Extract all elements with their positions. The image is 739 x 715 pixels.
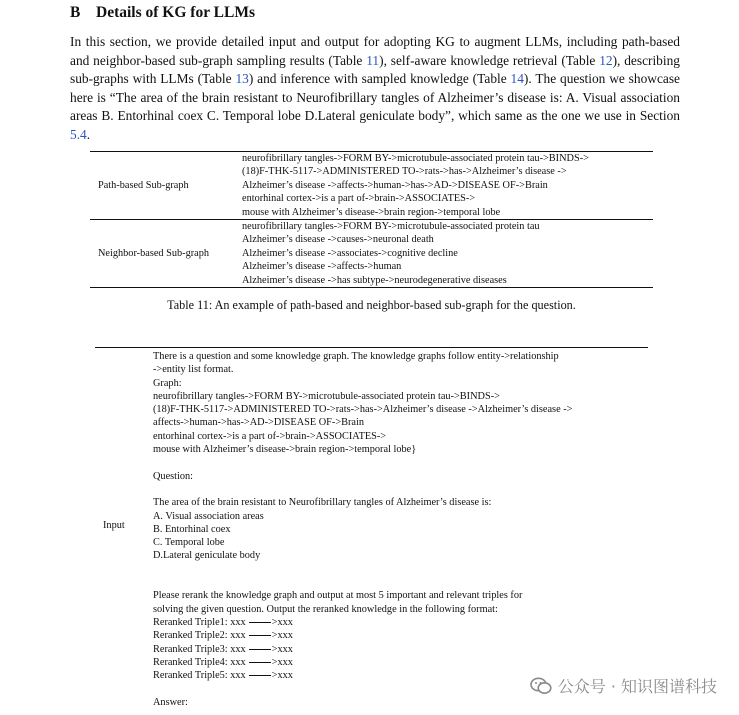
prompt-line: Question:: [153, 470, 194, 482]
prompt-line: [153, 682, 572, 695]
prompt-line: C. Temporal lobe: [153, 537, 225, 549]
section-heading: [70, 4, 255, 22]
prompt-line: affects->human->has->AD->DISEASE OF->Brain: [153, 417, 365, 429]
arrow-line-icon: [249, 622, 271, 623]
prompt-line: [153, 483, 572, 496]
table-ref-link[interactable]: 14: [510, 71, 524, 87]
section-number: B: [70, 4, 81, 21]
watermark: [530, 674, 717, 697]
table-11: [90, 151, 653, 288]
intro-paragraph: [70, 33, 680, 145]
prompt-line: D.Lateral geniculate body: [153, 550, 261, 562]
prompt-line: ->entity list format.: [153, 364, 234, 376]
prompt-line: B. Entorhinal coex: [153, 523, 231, 535]
prompt-line: entorhinal cortex->is a part of->brain->ASSOCIATES->: [153, 430, 387, 442]
triple-line: Reranked Triple4: xxx >xxx: [153, 656, 293, 668]
arrow-line-icon: [249, 649, 271, 650]
prompt-line: neurofibrillary tangles->FORM BY->microtubule-associated protein tau->BINDS->: [153, 390, 500, 402]
section-title: Details of KG for LLMs: [96, 4, 256, 21]
path-line: Alzheimer’s disease ->affects->human->has->AD->DISEASE OF->Brain: [242, 179, 548, 191]
neighbor-line: Alzheimer’s disease ->causes->neuronal death: [242, 234, 434, 246]
neighbor-line: Alzheimer’s disease ->has subtype->neurodegenerative diseases: [242, 274, 507, 286]
intro-text: ), self-aware knowledge retrieval (Table: [379, 52, 600, 68]
intro-text: ), describing sub-graphs with LLMs (Table: [70, 52, 680, 87]
prompt-line: Graph:: [153, 377, 182, 389]
answer-line: Answer:: [153, 696, 188, 708]
section-ref-link[interactable]: 5.4: [70, 126, 87, 142]
intro-text: ) and inference with sampled knowledge (Table: [248, 71, 511, 87]
table-ref-link[interactable]: 11: [366, 52, 380, 68]
arrow-line-icon: [249, 662, 271, 663]
prompt-line: [153, 576, 572, 589]
path-line: entorhinal cortex->is a part of->brain->ASSOCIATES->: [242, 193, 476, 205]
intro-text: .: [86, 126, 91, 142]
prompt-line: solving the given question. Output the reranked knowledge in the following format:: [153, 603, 498, 615]
table-ref-link[interactable]: 13: [235, 71, 249, 87]
prompt-body: [153, 350, 572, 709]
wechat-icon: [530, 677, 552, 695]
prompt-line: The area of the brain resistant to Neurofibrillary tangles of Alzheimer’s disease is:: [153, 497, 492, 509]
neighbor-cell: [242, 220, 653, 287]
triple-line: Reranked Triple2: xxx >xxx: [153, 630, 293, 642]
triple-line: Reranked Triple5: xxx >xxx: [153, 670, 293, 682]
arrow-line-icon: [249, 635, 271, 636]
table-ref-link[interactable]: 12: [599, 52, 613, 68]
path-row: [90, 152, 653, 219]
triple-line: Reranked Triple1: xxx >xxx: [153, 616, 293, 628]
neighbor-label: Neighbor-based Sub-graph: [98, 247, 210, 259]
prompt-line: Please rerank the knowledge graph and output at most 5 important and relevant triples for: [153, 590, 523, 602]
prompt-line: (18)F-THK-5117->ADMINISTERED TO->rats->has->Alzheimer’s disease ->Alzheimer’s disease ->: [153, 404, 573, 416]
watermark-text: 公众号 · 知识图谱科技: [557, 677, 717, 696]
neighbor-line: Alzheimer’s disease ->associates->cognitive decline: [242, 247, 458, 259]
neighbor-line: Alzheimer’s disease ->affects->human: [242, 261, 402, 273]
table-11-caption: Table 11: An example of path-based and neighbor-based sub-graph for the question.: [167, 298, 576, 312]
neighbor-row: [90, 219, 653, 287]
prompt-line: [153, 456, 572, 469]
prompt-line: mouse with Alzheimer’s disease->brain region->temporal lobe}: [153, 444, 417, 456]
path-line: mouse with Alzheimer’s disease->brain region->temporal lobe: [242, 206, 501, 218]
neighbor-line: neurofibrillary tangles->FORM BY->microtubule-associated protein tau: [242, 221, 540, 233]
prompt-line: There is a question and some knowledge graph. The knowledge graphs follow entity->relationship: [153, 351, 559, 362]
triple-line: Reranked Triple3: xxx >xxx: [153, 643, 293, 655]
intro-text: In this section, we provide detailed input and output for adopting KG to augment LLMs, including path-based and neighbor-based sub-graph sampling results (Table: [70, 34, 680, 68]
input-label: Input: [103, 520, 125, 531]
intro-text: ). The question we showcase here is “The area of the brain resistant to Neurofibrillary tangles of Alzheimer’s disease is: A. Visual association areas B. Entorhinal coex C. Temporal lobe D.Lateral geniculate body”, which same as the one we use in Section: [70, 71, 680, 124]
path-line: (18)F-THK-5117->ADMINISTERED TO->rats->has->Alzheimer’s disease ->: [242, 166, 567, 178]
prompt-line: [153, 563, 572, 576]
path-label: Path-based Sub-graph: [98, 179, 189, 191]
prompt-line: A. Visual association areas: [153, 510, 264, 522]
path-cell: [242, 152, 653, 219]
arrow-line-icon: [249, 675, 271, 676]
path-line: neurofibrillary tangles->FORM BY->microtubule-associated protein tau->BINDS->: [242, 153, 589, 164]
